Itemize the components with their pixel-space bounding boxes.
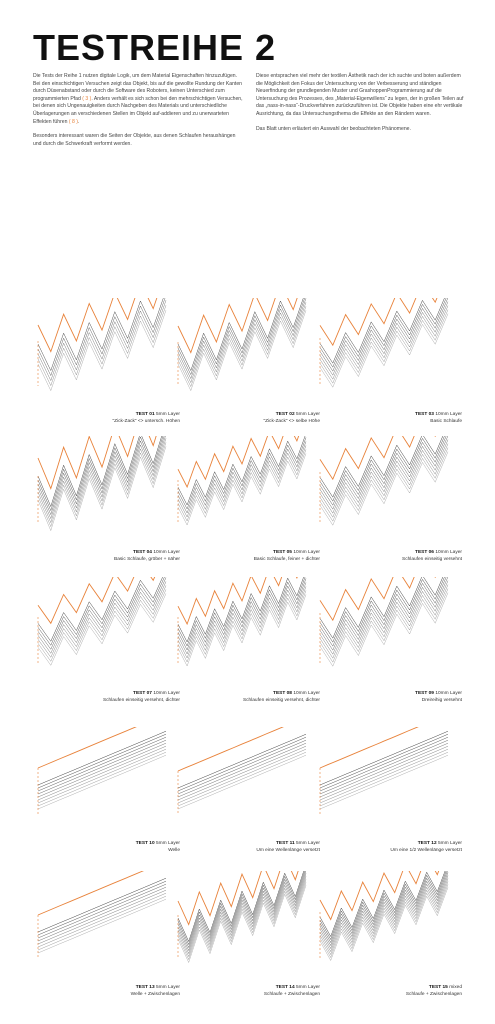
test-cell-02 xyxy=(170,298,320,423)
test-label: TEST 02 xyxy=(275,412,295,417)
print-path-layer xyxy=(320,884,448,957)
print-path-layer xyxy=(38,743,166,797)
print-path-layer xyxy=(38,893,166,947)
layer-label: 10mm Layer xyxy=(435,412,462,417)
print-path-top-layer xyxy=(38,871,166,915)
intro-right-column xyxy=(256,73,466,140)
print-path-layer xyxy=(38,878,166,932)
test-cell-04 xyxy=(30,436,180,561)
test-figure xyxy=(30,298,180,410)
print-path-layer xyxy=(320,878,448,951)
print-path-layer xyxy=(320,593,448,667)
print-path-layer xyxy=(38,746,166,800)
print-path-layer xyxy=(320,755,448,809)
print-path-layer xyxy=(320,436,448,505)
print-path-top-layer xyxy=(38,577,166,623)
print-path-layer xyxy=(320,881,448,954)
test-description: Um eine 1/2 Wellenlänge versetzt xyxy=(390,848,462,853)
test-cell-07 xyxy=(30,577,180,702)
print-path-layer xyxy=(320,731,448,785)
intro-left-paragraph-2: Besonders interessant waren die Seiten der Objekte, aus denen Schlaufen heraushängen und durch die Schwerkraft verformt werden. xyxy=(33,133,236,147)
print-path-layer xyxy=(38,731,166,785)
test-figure xyxy=(170,727,320,839)
print-path-top-layer xyxy=(320,298,448,345)
test-figure xyxy=(170,436,320,548)
print-path-layer xyxy=(178,743,306,797)
test-label: TEST 03 xyxy=(415,412,434,417)
test-cell-01 xyxy=(30,298,180,423)
test-description: Basic Schlaufe, feiner + dichter xyxy=(253,557,320,562)
intro-text: . Anders verhält es sich schon bei den mehrschichtigen Versuchen, bei denen sich Ungenauigkeiten durch Nachgeben des Materials und unterschiedliche Überlagerungen an verschiedenen Stellen im Objekt auf-addieren und zu unerwarteten Effekten führen xyxy=(33,95,243,125)
print-path-layer xyxy=(178,737,306,791)
test-figure xyxy=(312,577,462,689)
print-path-layer xyxy=(38,881,166,935)
layer-label: 5mm Layer xyxy=(156,841,180,846)
layer-label: mixed xyxy=(449,985,462,990)
figure-reference: ( 3 ) xyxy=(82,95,92,102)
print-path-layer xyxy=(38,887,166,941)
print-path-layer xyxy=(38,755,166,809)
print-path-layer xyxy=(320,746,448,800)
print-path-layer xyxy=(320,452,448,526)
print-path-layer xyxy=(178,436,306,505)
print-path-layer xyxy=(178,577,306,646)
test-figure xyxy=(30,577,180,689)
layer-label: 5mm Layer xyxy=(296,985,320,990)
print-path-layer xyxy=(38,594,166,666)
test-label: TEST 01 xyxy=(135,412,155,417)
intro-left-column xyxy=(33,73,243,155)
page-title: TESTREIHE 2 xyxy=(33,27,277,68)
print-path-top-layer xyxy=(178,298,306,353)
test-cell-08 xyxy=(170,577,320,702)
print-path-layer xyxy=(320,743,448,797)
test-description: Schlaufe + Zwischenlagen xyxy=(263,992,320,997)
print-path-layer xyxy=(320,314,448,388)
test-figure xyxy=(30,727,180,839)
test-description: Schlaufe + Zwischenlagen xyxy=(405,992,462,997)
test-description: Um eine Wellenlänge versetzt xyxy=(256,848,320,853)
layer-label: 10mm Layer xyxy=(293,691,320,696)
print-path-top-layer xyxy=(320,871,448,920)
print-path-layer xyxy=(38,896,166,950)
test-description: Welle xyxy=(168,848,180,853)
test-cell-09 xyxy=(312,577,462,702)
print-path-layer xyxy=(178,746,306,800)
print-path-layer xyxy=(178,734,306,788)
print-path-top-layer xyxy=(178,727,306,771)
test-description: “Zick-Zack” <> untersch. Höhen xyxy=(112,419,180,424)
print-path-layer xyxy=(38,734,166,788)
intro-right-paragraph-2: Das Blatt unten erläutert ein Auswahl der beobachteten Phänomene. xyxy=(256,125,411,132)
test-description: Dreireihig versehnt xyxy=(421,698,462,703)
layer-label: 10mm Layer xyxy=(153,550,180,555)
test-figure xyxy=(30,436,180,548)
print-path-layer xyxy=(38,436,166,507)
print-path-layer xyxy=(320,577,448,646)
layer-label: 10mm Layer xyxy=(293,550,320,555)
test-cell-05 xyxy=(170,436,320,561)
test-label: TEST 04 xyxy=(133,550,152,555)
test-description: Schlaufen einseitig versehnt xyxy=(402,557,462,562)
test-figure xyxy=(170,577,320,689)
test-description: Basic Schlaufe xyxy=(430,419,462,424)
print-path-layer xyxy=(320,740,448,794)
print-path-top-layer xyxy=(320,727,448,768)
layer-label: 5mm Layer xyxy=(296,412,320,417)
print-path-layer xyxy=(320,887,448,960)
test-label: TEST 09 xyxy=(415,691,434,696)
test-cell-14 xyxy=(170,871,320,996)
test-figure xyxy=(30,871,180,983)
print-path-top-layer xyxy=(38,727,166,768)
print-path-layer xyxy=(38,890,166,944)
figure-reference: ( 8 ) xyxy=(68,118,78,125)
print-path-layer xyxy=(178,298,306,375)
print-path-layer xyxy=(38,310,166,390)
print-path-layer xyxy=(38,740,166,794)
test-label: TEST 15 xyxy=(428,985,448,990)
test-cell-13 xyxy=(30,871,180,996)
print-path-layer xyxy=(320,749,448,803)
test-cell-11 xyxy=(170,727,320,852)
print-path-layer xyxy=(38,737,166,791)
print-path-layer xyxy=(320,737,448,791)
intro-left-paragraph-1 xyxy=(33,73,243,126)
test-description: Welle + Zwischenlagen xyxy=(130,992,180,997)
test-cell-15 xyxy=(312,871,462,996)
test-description: Schlaufen einseitig versehnt, dichter xyxy=(102,698,180,703)
test-label: TEST 06 xyxy=(415,550,434,555)
print-path-layer xyxy=(38,305,166,385)
layer-label: 5mm Layer xyxy=(296,841,320,846)
intro-right-paragraph-1: Diese entsprachen viel mehr der textilen Ästhetik nach der ich suchte und boten außerdem die Möglichkeit den Fokus der Untersuchung von der Verbesserung und ständigen Neuerfindung der grundlegenden Muster und GrashoppenProgrammierung auf die Untersuchung des Prozesses, des „Material-Eigenwillens“ zu legen, der in großen Teilen auf das „nass-in-nass“-Druckverfahren zurückzuführen ist. Die Objekte haben eine ehr vertikale Ausrichtung, da das Untersuchungsthema die Effekte an den Rändern waren. xyxy=(256,73,464,117)
print-path-layer xyxy=(178,577,306,642)
layer-label: 5mm Layer xyxy=(156,985,180,990)
test-cell-12 xyxy=(312,727,462,852)
print-path-layer xyxy=(38,749,166,803)
print-path-layer xyxy=(178,298,306,378)
print-path-layer xyxy=(178,749,306,803)
test-cell-03 xyxy=(312,298,462,423)
print-path-layer xyxy=(38,436,166,511)
test-label: TEST 14 xyxy=(275,985,295,990)
test-label: TEST 08 xyxy=(273,691,292,696)
test-description: Basic Schlaufe, gröber + näher xyxy=(114,557,180,562)
test-description: Schlaufen einseitig versehnt, dichter xyxy=(242,698,320,703)
print-path-layer xyxy=(38,884,166,938)
intro-text: Die Tests der Reihe 1 nutzen digitale Logik, um dem Material Eigenschaften hinzuzufügen. Bei den einschichtigen Versuchen zeigt das Objekt, bis auf die gewollte Rundung der Kanten durch Düsenabstand oder durch die Software des Roboters, keinen Unterschied zum programmierten Pfad xyxy=(33,73,242,102)
test-figure xyxy=(312,298,462,410)
test-figure xyxy=(312,436,462,548)
test-label: TEST 11 xyxy=(275,841,295,846)
test-label: TEST 10 xyxy=(135,841,155,846)
print-path-layer xyxy=(320,298,448,367)
print-path-layer xyxy=(178,740,306,794)
layer-label: 5mm Layer xyxy=(156,412,180,417)
print-path-layer xyxy=(320,734,448,788)
layer-label: 10mm Layer xyxy=(153,691,180,696)
test-figure xyxy=(170,298,320,410)
layer-label: 10mm Layer xyxy=(435,691,462,696)
test-figure xyxy=(312,871,462,983)
test-label: TEST 12 xyxy=(417,841,437,846)
test-figure xyxy=(170,871,320,983)
intro-text: . xyxy=(77,118,80,125)
print-path-layer xyxy=(320,871,448,937)
print-path-layer xyxy=(178,752,306,806)
test-cell-06 xyxy=(312,436,462,561)
test-label: TEST 05 xyxy=(273,550,292,555)
layer-label: 5mm Layer xyxy=(438,841,462,846)
test-label: TEST 07 xyxy=(133,691,152,696)
test-description: “Zick-Zack” <> selbe Höhe xyxy=(263,419,320,424)
layer-label: 10mm Layer xyxy=(435,550,462,555)
test-cell-10 xyxy=(30,727,180,852)
test-figure xyxy=(312,727,462,839)
test-label: TEST 13 xyxy=(135,985,155,990)
print-path-top-layer xyxy=(38,436,166,489)
